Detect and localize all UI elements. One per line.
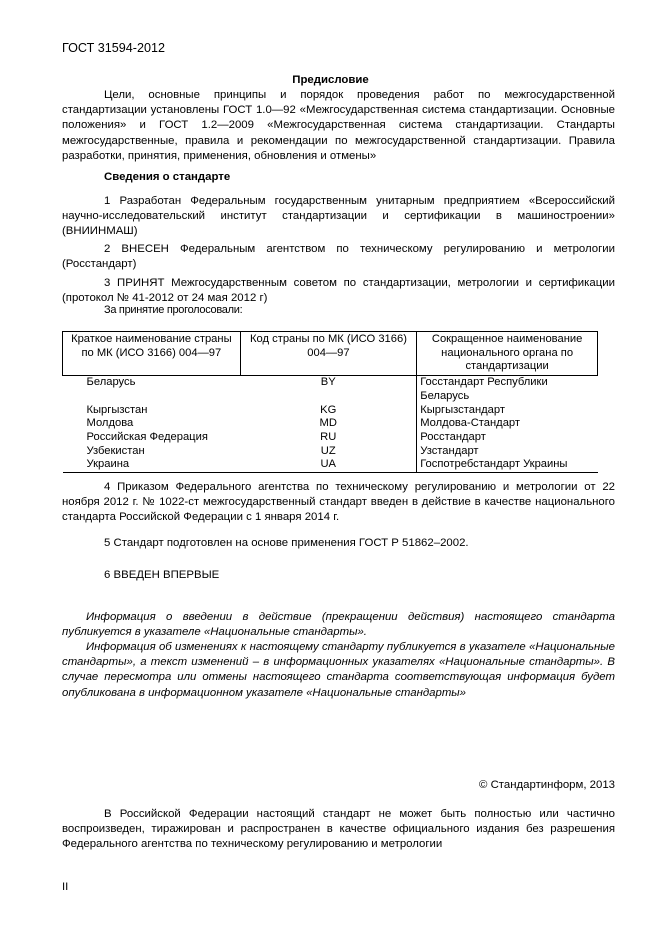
header-country: Краткое наименование страны по МК (ИСО 3166) 004—97 (63, 332, 241, 376)
about-item-6: 6 ВВЕДЕН ВПЕРВЫЕ (104, 569, 220, 581)
cell-code: BY (240, 376, 417, 404)
about-item-5: 5 Стандарт подготовлен на основе применения ГОСТ Р 51862–2002. (104, 537, 469, 549)
about-title: Сведения о стандарте (104, 171, 231, 183)
voting-table (62, 331, 598, 473)
voted-label: За принятие проголосовали: (104, 304, 243, 316)
table-row (63, 445, 598, 459)
table-header-row (63, 332, 598, 376)
cell-body: Кыргызстандарт (420, 403, 505, 416)
cell-code: KG (240, 404, 417, 418)
cell-country: Узбекистан (86, 444, 145, 457)
header-body: Сокращенное наименование национального органа по стандартизации (417, 332, 598, 376)
foreword-title: Предисловие (292, 74, 369, 86)
doc-id-header: ГОСТ 31594-2012 (62, 41, 166, 55)
cell-body: Госпотребстандарт Украины (417, 458, 598, 472)
cell-country: Кыргызстан (86, 403, 148, 416)
table-row (63, 458, 598, 472)
info-paragraph-2: Информация об изменениях к настоящему стандарту публикуется в указателе «Национальные стандарты», а текст изменений – в информационных указателях «Национальные стандарты». В случае пересмотра или отмены настоящего стандарта соответствующая информация будет опубликована в информационном указателе «Национальные стандарты» (62, 641, 615, 699)
cell-body: Узстандарт (420, 444, 479, 457)
table-row (63, 417, 598, 431)
cell-body: Росстандарт (420, 430, 486, 443)
foreword-text: Цели, основные принципы и порядок проведения работ по межгосударственной стандартизации установлены ГОСТ 1.0—92 «Межгосударственная система стандартизации. Основные положения» и ГОСТ 1.2—2009 «Межгосударственная система стандартизации. Стандарты межгосударственные, правила и рекомендации по межгосударственной стандартизации. Правила разработки, принятия, применения, обновления и отмены» (62, 89, 615, 162)
table-row (63, 431, 598, 445)
copyright: © Стандартинформ, 2013 (479, 779, 615, 791)
cell-country: Российская Федерация (86, 430, 208, 443)
cell-country: Молдова (86, 417, 134, 430)
table-row (63, 404, 598, 418)
header-code: Код страны по МК (ИСО 3166) 004—97 (240, 332, 417, 376)
table-row (63, 376, 598, 404)
about-item-1: 1 Разработан Федеральным государственным унитарным предприятием «Всероссийский научно-исследовательский институт стандартизации и сертификации в машиностроении» (ВНИИНМАШ) (62, 195, 615, 238)
cell-code: UA (240, 458, 417, 472)
cell-body: Молдова-Стандарт (420, 417, 521, 430)
info-paragraph-1: Информация о введении в действие (прекращении действия) настоящего стандарта публикуется в указателе «Национальные стандарты». (62, 611, 615, 639)
about-item-4: 4 Приказом Федерального агентства по техническому регулированию и метрологии от 22 ноября 2012 г. № 1022-ст межгосударственный стандарт введен в действие в качестве национального стандарта Российской Федерации с 1 января 2014 г. (62, 481, 615, 524)
about-item-2: 2 ВНЕСЕН Федеральным агентством по техническому регулированию и метрологии (Росстандарт) (62, 243, 615, 271)
cell-country: Украина (63, 458, 241, 472)
cell-code: RU (240, 431, 417, 445)
cell-body: Госстандарт Республики Беларусь (420, 376, 548, 402)
legal-notice: В Российской Федерации настоящий стандарт не может быть полностью или частично воспроизведен, тиражирован и распространен в качестве официального издания без разрешения Федерального агентства по техническому регулированию и метрологии (62, 808, 615, 851)
cell-code: MD (240, 417, 417, 431)
about-item-3: 3 ПРИНЯТ Межгосударственным советом по стандартизации, метрологии и сертификации (протокол № 41-2012 от 24 мая 2012 г) (62, 277, 615, 305)
page-number: II (62, 881, 69, 893)
cell-country: Беларусь (86, 376, 136, 389)
cell-code: UZ (240, 445, 417, 459)
